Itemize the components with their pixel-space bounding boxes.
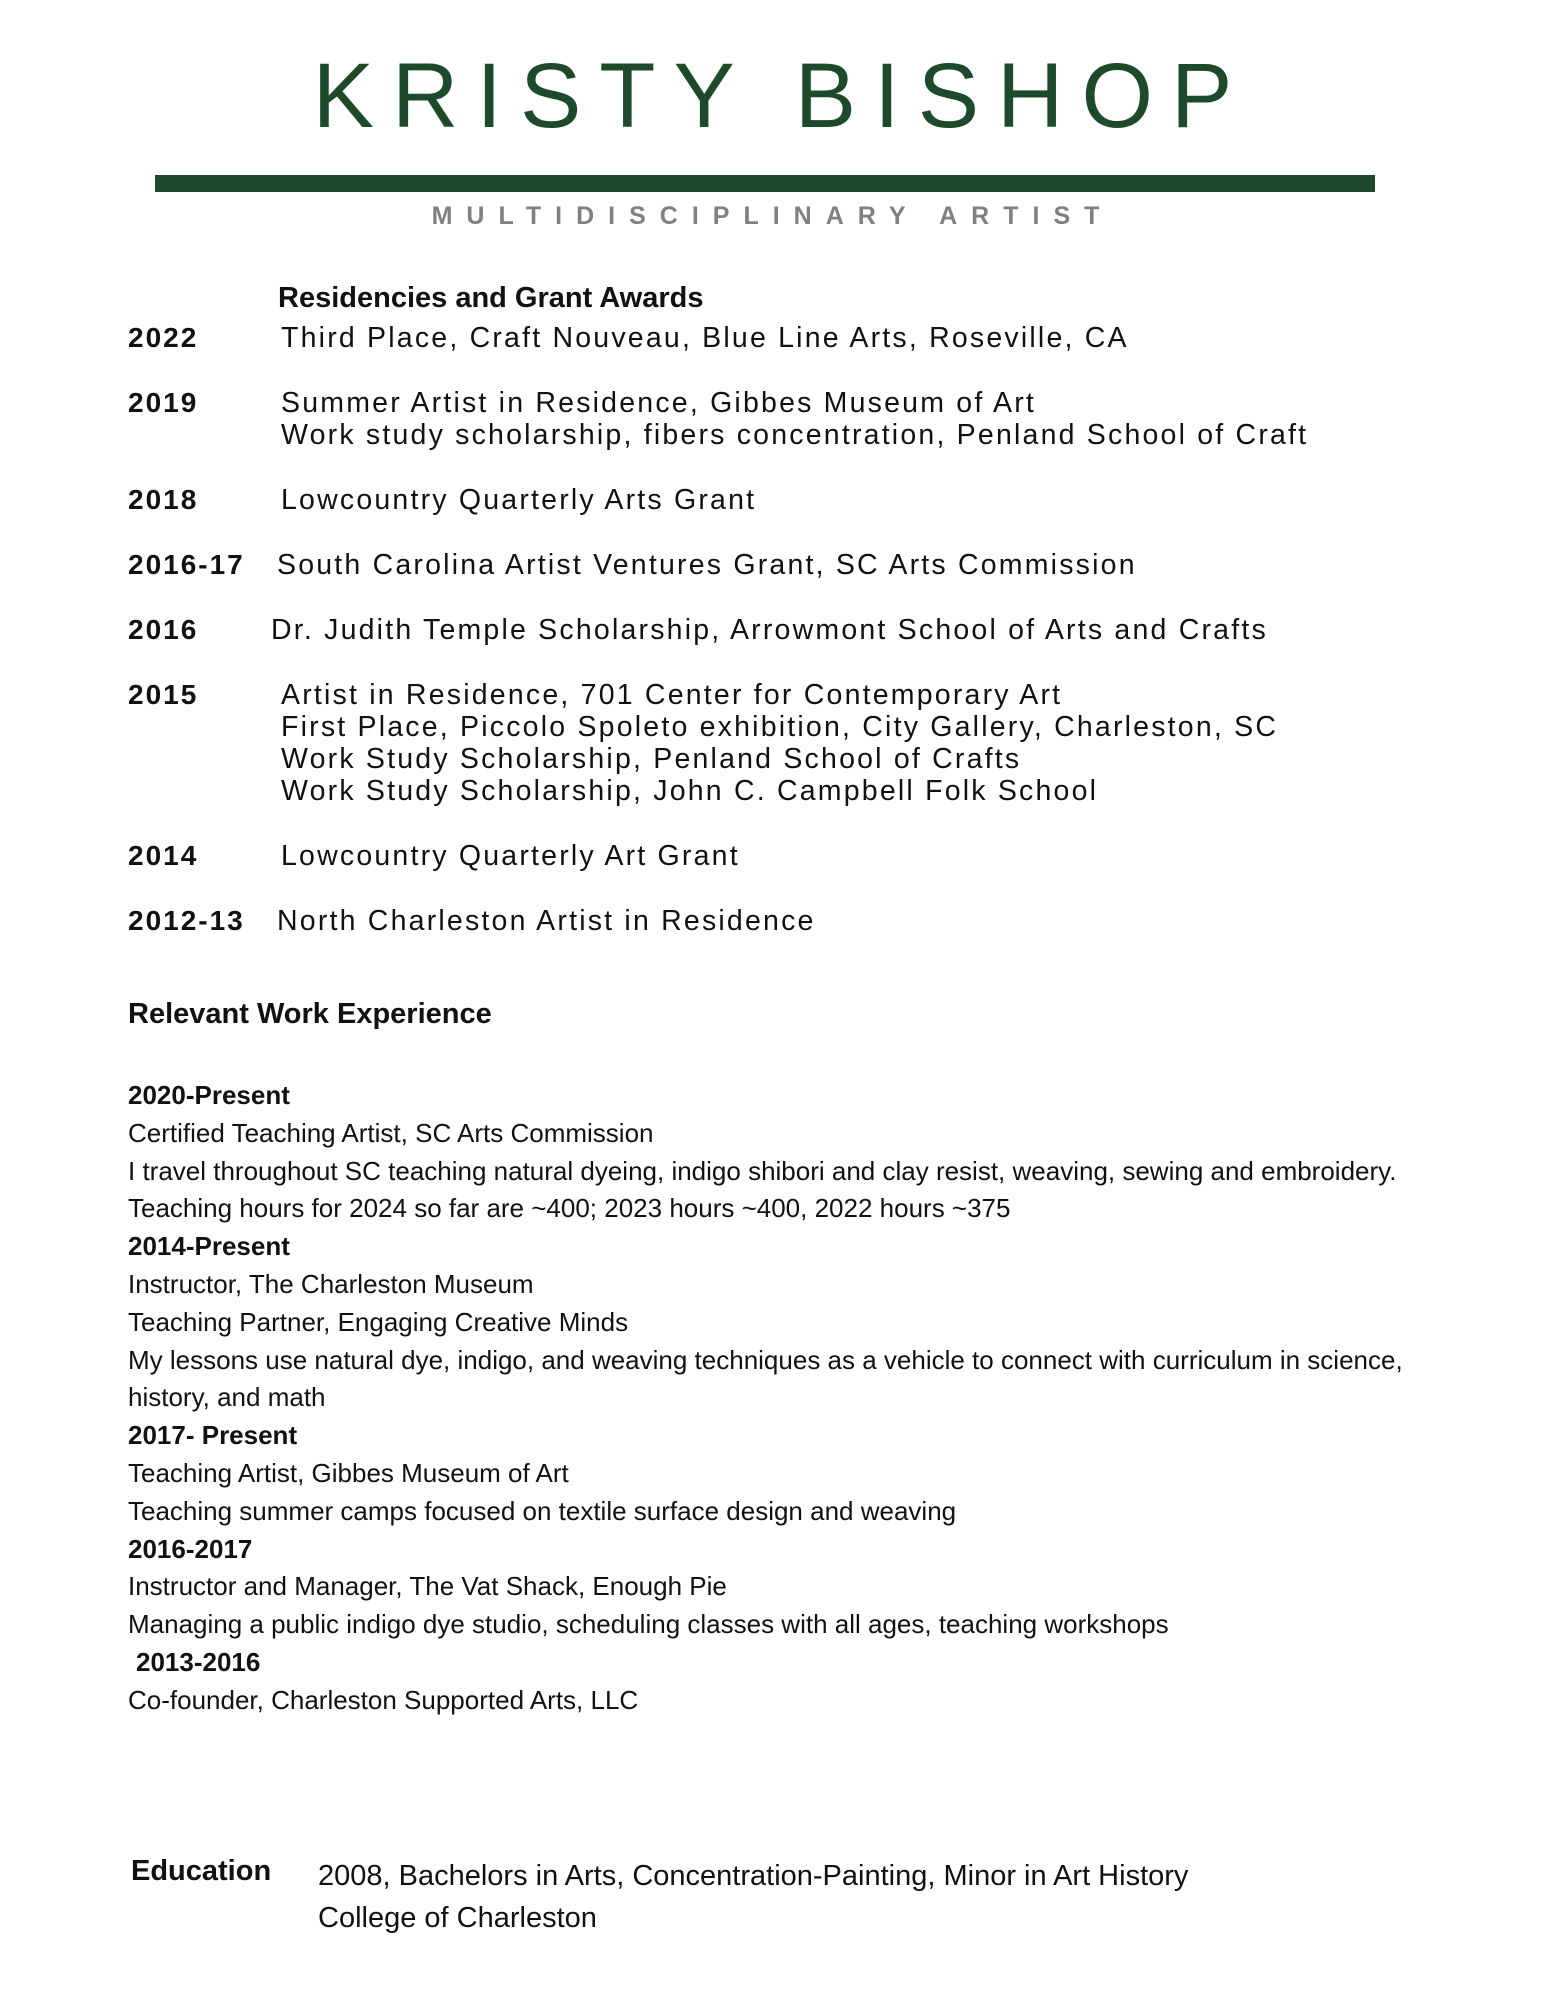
work-line: Teaching Partner, Engaging Creative Minds xyxy=(128,1306,629,1337)
award-line: Work study scholarship, fibers concentration, Penland School of Craft xyxy=(281,419,1309,451)
awards-list xyxy=(128,322,1528,970)
award-line: Work Study Scholarship, Penland School of Crafts xyxy=(281,743,1022,775)
award-year: 2015 xyxy=(128,679,199,710)
work-period: 2020-Present xyxy=(128,1080,290,1110)
award-entry xyxy=(128,484,1528,516)
award-entry xyxy=(128,549,1528,581)
work-line: history, and math xyxy=(128,1382,326,1413)
award-line: Lowcountry Quarterly Arts Grant xyxy=(281,484,757,516)
awards-heading: Residencies and Grant Awards xyxy=(278,282,704,314)
award-line: Lowcountry Quarterly Art Grant xyxy=(281,840,740,872)
work-line: Teaching summer camps focused on textile surface design and weaving xyxy=(128,1495,957,1526)
work-line: My lessons use natural dye, indigo, and weaving techniques as a vehicle to connect with curriculum in science, xyxy=(128,1344,1403,1375)
award-year: 2019 xyxy=(128,387,199,418)
award-line: Summer Artist in Residence, Gibbes Museum of Art xyxy=(281,387,1037,419)
award-line: Third Place, Craft Nouveau, Blue Line Arts, Roseville, CA xyxy=(281,322,1129,354)
work-heading: Relevant Work Experience xyxy=(128,998,492,1030)
work-line: I travel throughout SC teaching natural dyeing, indigo shibori and clay resist, weaving, sewing and embroidery. xyxy=(128,1155,1397,1186)
work-line: Teaching Artist, Gibbes Museum of Art xyxy=(128,1457,569,1488)
award-entry xyxy=(128,614,1528,646)
artist-subtitle: MULTIDISCIPLINARY ARTIST xyxy=(431,202,1114,230)
work-period: 2017- Present xyxy=(128,1420,298,1451)
award-line: North Charleston Artist in Residence xyxy=(277,905,816,937)
header-divider xyxy=(155,175,1375,192)
work-period: 2016-2017 xyxy=(128,1533,253,1564)
artist-name: KRISTY BISHOP xyxy=(312,45,1251,147)
award-line: Dr. Judith Temple Scholarship, Arrowmont School of Arts and Crafts xyxy=(271,614,1268,646)
work-period: 2014-Present xyxy=(128,1231,290,1262)
award-line: First Place, Piccolo Spoleto exhibition, City Gallery, Charleston, SC xyxy=(281,711,1279,743)
education-line: College of Charleston xyxy=(318,1902,597,1934)
work-line: Instructor and Manager, The Vat Shack, Enough Pie xyxy=(128,1571,727,1602)
award-entry xyxy=(128,387,1528,451)
award-year: 2012-13 xyxy=(128,905,245,936)
education-details xyxy=(318,1855,1188,1939)
work-line: Co-founder, Charleston Supported Arts, LLC xyxy=(128,1684,639,1715)
award-year: 2018 xyxy=(128,484,199,515)
work-line: Teaching hours for 2024 so far are ~400; 2023 hours ~400, 2022 hours ~375 xyxy=(128,1193,1011,1224)
award-line: Work Study Scholarship, John C. Campbell Folk School xyxy=(281,775,1099,807)
work-line: Instructor, The Charleston Museum xyxy=(128,1268,534,1299)
work-list xyxy=(128,1077,1528,1720)
award-entry xyxy=(128,905,1528,937)
work-period: 2013-2016 xyxy=(136,1646,261,1677)
education-heading: Education xyxy=(131,1855,272,1887)
award-entry xyxy=(128,322,1528,354)
work-line: Certified Teaching Artist, SC Arts Commission xyxy=(128,1117,654,1148)
award-year: 2014 xyxy=(128,840,199,871)
award-year: 2016 xyxy=(128,614,199,645)
award-entry xyxy=(128,679,1528,807)
award-year: 2016-17 xyxy=(128,549,245,580)
award-line: Artist in Residence, 701 Center for Contemporary Art xyxy=(281,679,1063,711)
award-entry xyxy=(128,840,1528,872)
work-line: Managing a public indigo dye studio, scheduling classes with all ages, teaching workshops xyxy=(128,1609,1169,1640)
education-line: 2008, Bachelors in Arts, Concentration-Painting, Minor in Art History xyxy=(318,1860,1189,1892)
award-line: South Carolina Artist Ventures Grant, SC Arts Commission xyxy=(277,549,1137,581)
award-year: 2022 xyxy=(128,322,199,353)
